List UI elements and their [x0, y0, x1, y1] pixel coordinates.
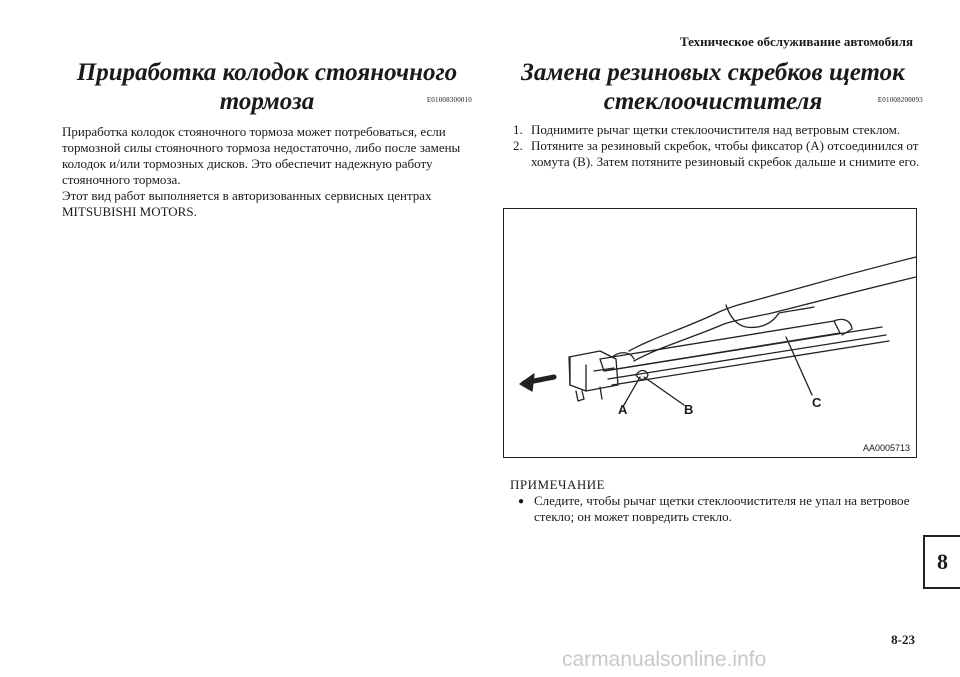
paragraph: Этот вид работ выполняется в авторизованных сервисных центрах MITSUBISHI MOTORS. [62, 188, 432, 219]
figure-label-b: B [684, 402, 694, 417]
title-line-2-wrap [62, 87, 472, 116]
figure-label-c: C [812, 395, 822, 410]
title-line-1: Замена резиновых скребков щеток [521, 59, 905, 86]
note-title: ПРИМЕЧАНИЕ [510, 477, 606, 492]
step-item [513, 122, 923, 138]
wiper-figure [503, 208, 917, 458]
step-number: 1. [513, 122, 523, 137]
figure-label-a: A [618, 402, 628, 417]
left-column [62, 58, 472, 220]
section-title-parking-brake [62, 58, 472, 116]
step-text: Потяните за резиновый скребок, чтобы фиксатор (A) отсоединился от хомута (B). Затем потяните резиновый скребок дальше и снимите его. [531, 138, 920, 169]
title-line-1: Приработка колодок стояночного [76, 59, 458, 86]
section-body [62, 124, 472, 220]
filled-circle-bullet-icon: ● [518, 496, 525, 507]
chapter-tab: 8 [923, 535, 960, 589]
paragraph: Приработка колодок стояночного тормоза может потребоваться, если тормозной силы стояночного тормоза недостаточно, либо после замены колодок и/или тормозных дисков. Это обеспечит надежную работу стояночного тормоза. [62, 124, 461, 187]
title-line-2-wrap [503, 87, 923, 116]
note-text: Следите, чтобы рычаг щетки стеклоочистителя не упал на ветровое стекло; он может повредить стекло. [534, 493, 910, 524]
step-text: Поднимите рычаг щетки стеклоочистителя над ветровым стеклом. [531, 122, 901, 137]
running-header: Техническое обслуживание автомобиля [679, 34, 913, 49]
page-number: 8-23 [891, 632, 915, 647]
figure-code: AA0005713 [862, 443, 910, 453]
title-line-2: тормоза [219, 88, 315, 115]
title-line-2: стеклоочистителя [603, 88, 823, 115]
step-number: 2. [513, 138, 523, 153]
steps-list [503, 122, 923, 170]
wiper-blade-illustration [504, 209, 916, 457]
step-item [513, 138, 923, 170]
section-code: E01008200093 [877, 96, 923, 104]
note-block [510, 477, 910, 525]
watermark: carmanualsonline.info [562, 648, 767, 671]
section-code: E01008300010 [426, 96, 472, 104]
note-item [518, 493, 910, 525]
section-title-wiper-blade [503, 58, 923, 116]
right-column [503, 58, 923, 170]
